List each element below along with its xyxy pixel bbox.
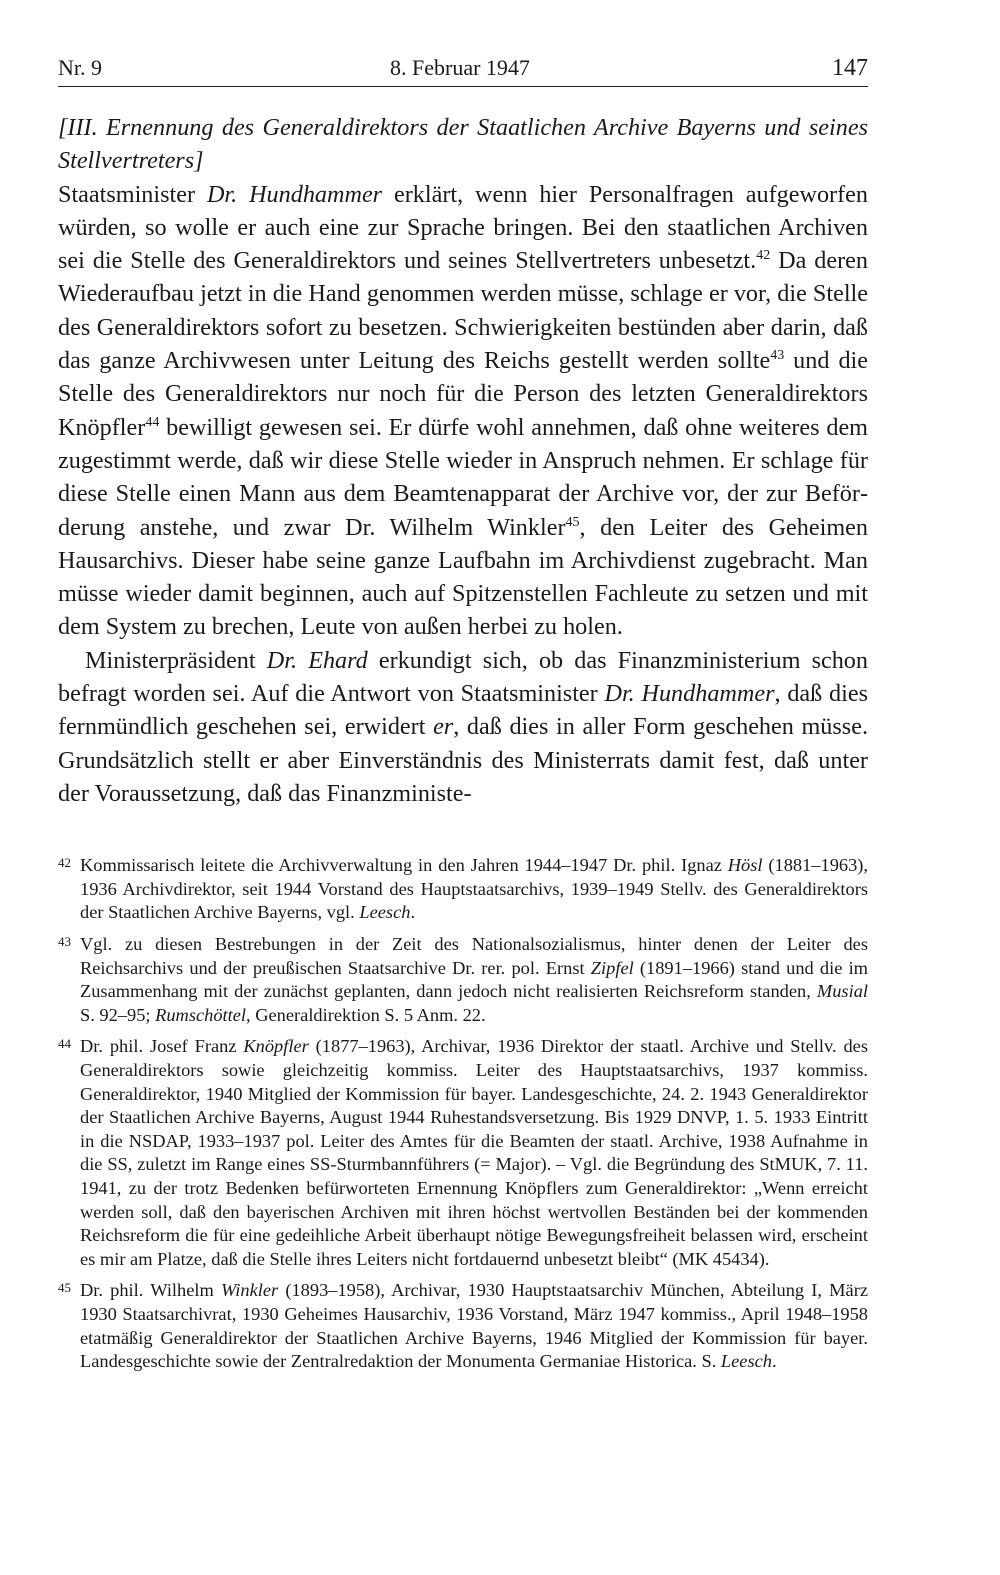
main-text	[58, 111, 868, 810]
person-name: Ehard	[308, 646, 368, 674]
footnote-text: , Generaldirektion S. 5 Anm. 22.	[246, 1004, 486, 1025]
text-run: Staatsminister	[58, 180, 207, 208]
footnote-number: 42	[58, 855, 71, 871]
cited-name: Zipfel	[590, 957, 634, 978]
paragraph-2	[58, 644, 868, 810]
footnote-45	[58, 1279, 868, 1373]
footnote-number: 44	[58, 1036, 71, 1052]
person-name: Hundhammer	[641, 680, 775, 708]
text-run: bewilligt gewesen sei. Er dürfe wohl annehmen, daß ohne weiteres dem zugestimmt werde, daß wir diese Stelle wieder in Anspruch nehmen. Er schlage für diese Stelle einen Mann aus dem Beamtenapparat der Archive vor, der zur Beförderung anstehe, und zwar Dr. Wilhelm Winkler	[58, 413, 868, 541]
text-run: erkundigt sich, ob das Finanzministerium schon befragt worden sei. Auf die Antwort von Staatsminister	[58, 646, 868, 708]
title-dr: Dr.	[604, 680, 642, 708]
footnotes	[58, 854, 868, 1373]
footnote-ref-45[interactable]: 45	[565, 514, 580, 530]
cited-name: Hösl	[727, 855, 763, 876]
cited-name: Knöpfler	[243, 1036, 309, 1057]
pronoun-emphasis: er	[433, 713, 454, 741]
footnote-number: 43	[58, 934, 71, 950]
footnote-text: Dr. phil. Wilhelm	[80, 1280, 221, 1301]
running-head	[58, 50, 868, 86]
cited-source: Leesch	[720, 1351, 772, 1372]
footnote-text: (1891–1966) stand und die im Zusammenhang mit der zunächst geplanten, dann jedoch nicht realisierten Reichsreform standen,	[80, 957, 868, 1002]
footnote-text: Kommissarisch leitete die Archivverwaltung in den Jahren 1944–1947 Dr. phil. Ignaz	[80, 855, 728, 876]
footnote-text: Dr. phil. Josef Franz	[80, 1036, 244, 1057]
title-dr: Dr.	[206, 180, 250, 208]
footnote-text: (1893–1958), Archivar, 1930 Hauptstaatsarchiv München, Abteilung I, März 1930 Staatsarchivrat, 1930 Geheimes Hausarchiv, 1936 Vorstand, März 1947 kommiss., April 1948–1958 etatmäßig Generaldirektor der Staatlichen Archive Bayerns, 1946 Mitglied der Kommission für bayer. Landesgeschichte sowie der Zentralredaktion der Monumenta Germaniae Historica. S.	[80, 1280, 868, 1372]
footnote-44	[58, 1035, 868, 1271]
issue-number: Nr. 9	[58, 55, 102, 80]
text-run: Ministerpräsident	[85, 646, 267, 674]
footnote-text: .	[410, 902, 416, 923]
title-dr: Dr.	[266, 646, 309, 674]
footnote-text: (1881–1963), 1936 Archivdirektor, seit 1944 Vorstand des Hauptstaatsarchivs, 1939–1949 Stellv. des Generaldirektors der Staatlichen Archive Bayerns, vgl.	[80, 855, 869, 923]
footnote-number: 45	[58, 1280, 71, 1296]
header-rule	[58, 86, 868, 87]
footnote-ref-42[interactable]: 42	[756, 248, 771, 264]
text-run: , daß dies fernmündlich geschehen sei, erwidert	[58, 680, 868, 741]
footnote-ref-44[interactable]: 44	[145, 414, 160, 430]
section-heading: [III. Ernennung des Generaldirektors der Staatlichen Archive Bayerns und seines Stellvertreters]	[58, 114, 868, 175]
footnote-ref-43[interactable]: 43	[770, 348, 785, 364]
cited-name: Winkler	[220, 1280, 279, 1301]
footnote-text: .	[771, 1351, 777, 1372]
text-run: , den Leiter des Geheimen Hausarchivs. Dieser habe seine ganze Laufbahn im Archivdienst zugebracht. Man müsse wieder damit beginnen, auch auf Spitzenstellen Fachleute zu setzen und mit dem System zu brechen, Leute von außen herbei zu holen.	[58, 513, 868, 641]
footnote-text: (1877–1963), Archivar, 1936 Direktor der staatl. Archive und Stellv. des Generaldirektors sowie gleichzeitig kommiss. Leiter des Hauptstaatsarchivs, 1937 kommiss. Generaldirektor, 1940 Mitglied der Kommission für bayer. Landesgeschichte, 24. 2. 1943 Generaldirektor der Staatlichen Archive Bayerns, August 1944 Ruhestandsversetzung. Bis 1929 DNVP, 1. 5. 1933 Eintritt in die NSDAP, 1933–1937 pol. Leiter des Amtes für die Beamten der staatl. Archive, 1938 Aufnahme in die SS, zuletzt im Range eines SS-Sturmbannführers (= Major). – Vgl. die Begründung des StMUK, 7. 11. 1941, zu der trotz Bedenken befürworteten Ernennung Knöpflers zum Generaldirektor: „Wenn erreicht werden soll, daß den bayerischen Archiven mit ihren höchst wertvollen Beständen bei der kommenden Reichsreform die für eine gedeihliche Arbeit überhaupt nötige Bewegungsfreiheit belassen wird, erscheint es mir am Platze, daß die Stelle ihres Leiters nicht fortdauernd unbesetzt bleibt“ (MK 45434).	[80, 1036, 868, 1269]
paragraph-1	[58, 178, 868, 644]
footnote-text: Vgl. zu diesen Bestrebungen in der Zeit des Nationalsozialismus, hinter denen der Leiter des Reichsarchivs und der preußischen Staatsarchive Dr. rer. pol. Ernst	[80, 934, 868, 978]
text-run: Da deren Wiederaufbau jetzt in die Hand genommen werden müsse, schlage er vor, die Stelle des Generaldirektors sofort zu besetzen. Schwierigkeiten bestünden aber darin, daß das ganze Archivwesen unter Leitung des Reichs gestellt werden sollte	[58, 247, 868, 375]
text-run: und die Stelle des Generaldirektors nur noch für die Person des letzten Generaldirektors Knöpfler	[58, 347, 868, 441]
session-date: 8. Februar 1947	[390, 55, 530, 80]
person-name: Hundhammer	[249, 180, 383, 208]
page-number: 147	[832, 55, 868, 81]
cited-source: Leesch	[359, 902, 411, 923]
book-page	[58, 50, 868, 1382]
text-run: , daß dies in aller Form geschehen müsse. Grundsätzlich stellt er aber Einverständnis des Ministerrats damit fest, daß unter der Voraussetzung, daß das Finanzministe-	[58, 713, 869, 807]
footnote-42	[58, 854, 868, 925]
text-run: erklärt, wenn hier Personalfragen aufgeworfen würden, so wolle er auch eine zur Sprache bringen. Bei den staatlichen Archiven sei die Stelle des Generaldirektors und seines Stellvertreters unbesetzt.	[58, 180, 868, 275]
footnote-43	[58, 933, 868, 1027]
cited-source: Musial	[816, 981, 868, 1002]
cited-source: Rumschöttel	[155, 1004, 247, 1025]
footnote-text: S. 92–95;	[80, 1004, 156, 1025]
